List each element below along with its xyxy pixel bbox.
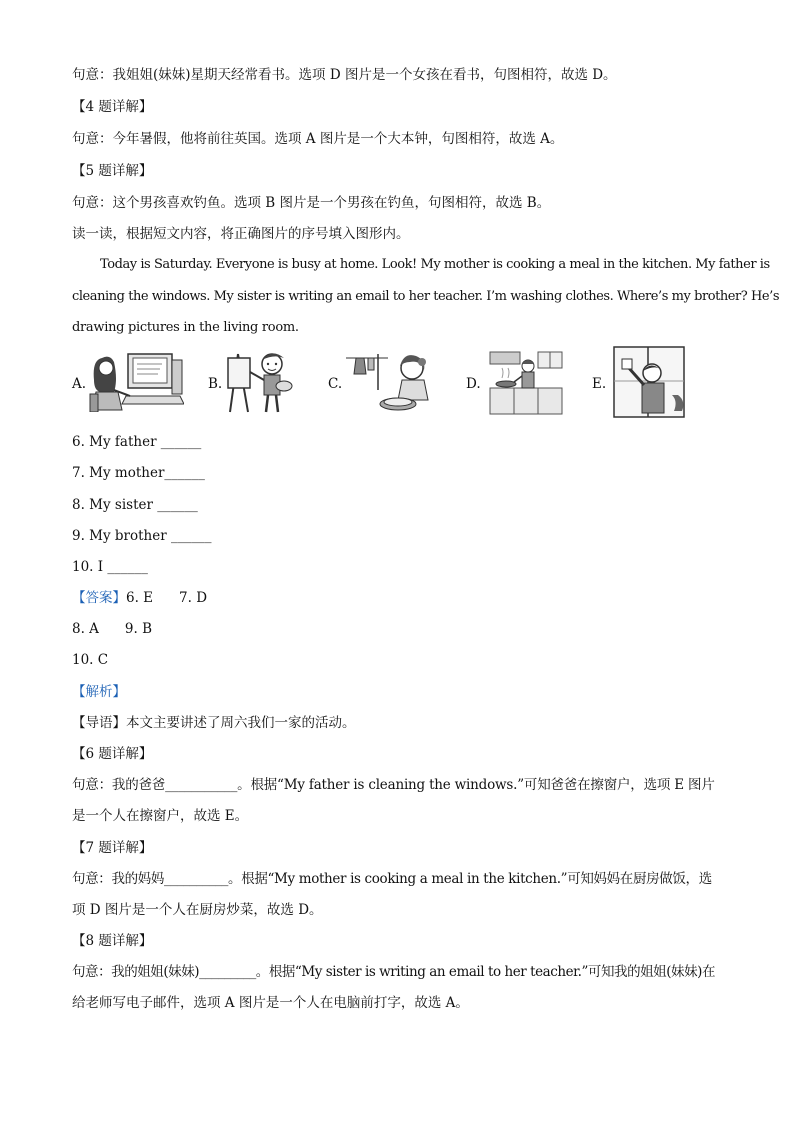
girl-washing-clothes-picture	[344, 350, 432, 414]
answer-line-1	[72, 589, 207, 607]
question-9: 9. My brother ______	[72, 528, 212, 544]
heading-q8-detail: 【8 题详解】	[72, 933, 153, 949]
option-label-a: A.	[72, 376, 87, 392]
analysis-tag: 【解析】	[72, 684, 126, 700]
question-10: 10. I ______	[72, 559, 148, 575]
question-6: 6. My father ______	[72, 434, 202, 450]
answer-6: 6. E	[126, 590, 154, 606]
man-cleaning-window-picture	[612, 345, 688, 419]
reading-instruction: 读一读，根据短文内容，将正确图片的序号填入图形内。	[72, 226, 410, 242]
option-label-c: C.	[328, 376, 343, 392]
girl-typing-computer-picture	[88, 350, 184, 412]
heading-q4-detail: 【4 题详解】	[72, 99, 153, 115]
answer-line-2	[72, 620, 152, 638]
passage-line-1: Today is Saturday. Everyone is busy at home. Look! My mother is cooking a meal in the kitchen. My father is	[100, 257, 770, 272]
explanation-q4: 句意：今年暑假，他将前往英国。选项 A 图片是一个大本钟，句图相符，故选 A。	[72, 131, 564, 147]
woman-cooking-kitchen-picture	[488, 350, 564, 416]
boy-painting-easel-picture	[224, 348, 294, 414]
answer-10: 10. C	[72, 652, 109, 668]
explanation-q6-line-1: 句意：我的爸爸___________。根据“My father is cleaning the windows.”可知爸爸在擦窗户，选项 E 图片	[72, 777, 715, 793]
explanation-q8-line-2: 给老师写电子邮件，选项 A 图片是一个人在电脑前打字，故选 A。	[72, 995, 469, 1011]
passage-line-3: drawing pictures in the living room.	[72, 320, 299, 335]
heading-q5-detail: 【5 题详解】	[72, 163, 153, 179]
explanation-q6-line-2: 是一个人在擦窗户，故选 E。	[72, 808, 249, 824]
answer-8: 8. A	[72, 621, 99, 637]
heading-q7-detail: 【7 题详解】	[72, 840, 153, 856]
answer-7: 7. D	[179, 590, 208, 606]
answer-9: 9. B	[124, 621, 153, 637]
option-label-d: D.	[466, 376, 481, 392]
option-label-e: E.	[592, 376, 607, 392]
option-label-b: B.	[208, 376, 223, 392]
explanation-q7-line-2: 项 D 图片是一个人在厨房炒菜，故选 D。	[72, 902, 323, 918]
explanation-q5: 句意：这个男孩喜欢钓鱼。选项 B 图片是一个男孩在钓鱼，句图相符，故选 B。	[72, 195, 551, 211]
passage-line-2: cleaning the windows. My sister is writing an email to her teacher. I’m washing clothes. Where’s my brother? He’s	[72, 289, 780, 304]
heading-q6-detail: 【6 题详解】	[72, 746, 153, 762]
explanation-q7-line-1: 句意：我的妈妈__________。根据“My mother is cooking a meal in the kitchen.”可知妈妈在厨房做饭，选	[72, 871, 712, 887]
question-7: 7. My mother______	[72, 465, 205, 481]
analysis-intro: 【导语】本文主要讲述了周六我们一家的活动。	[72, 715, 356, 731]
explanation-q3: 句意：我姐姐(妹妹)星期天经常看书。选项 D 图片是一个女孩在看书，句图相符，故选 D。	[72, 67, 617, 83]
question-8: 8. My sister ______	[72, 497, 198, 513]
answer-tag: 【答案】	[72, 590, 126, 606]
explanation-q8-line-1: 句意：我的姐姐(妹妹)_________。根据“My sister is writing an email to her teacher.”可知我的姐姐(妹妹)在	[72, 964, 716, 980]
